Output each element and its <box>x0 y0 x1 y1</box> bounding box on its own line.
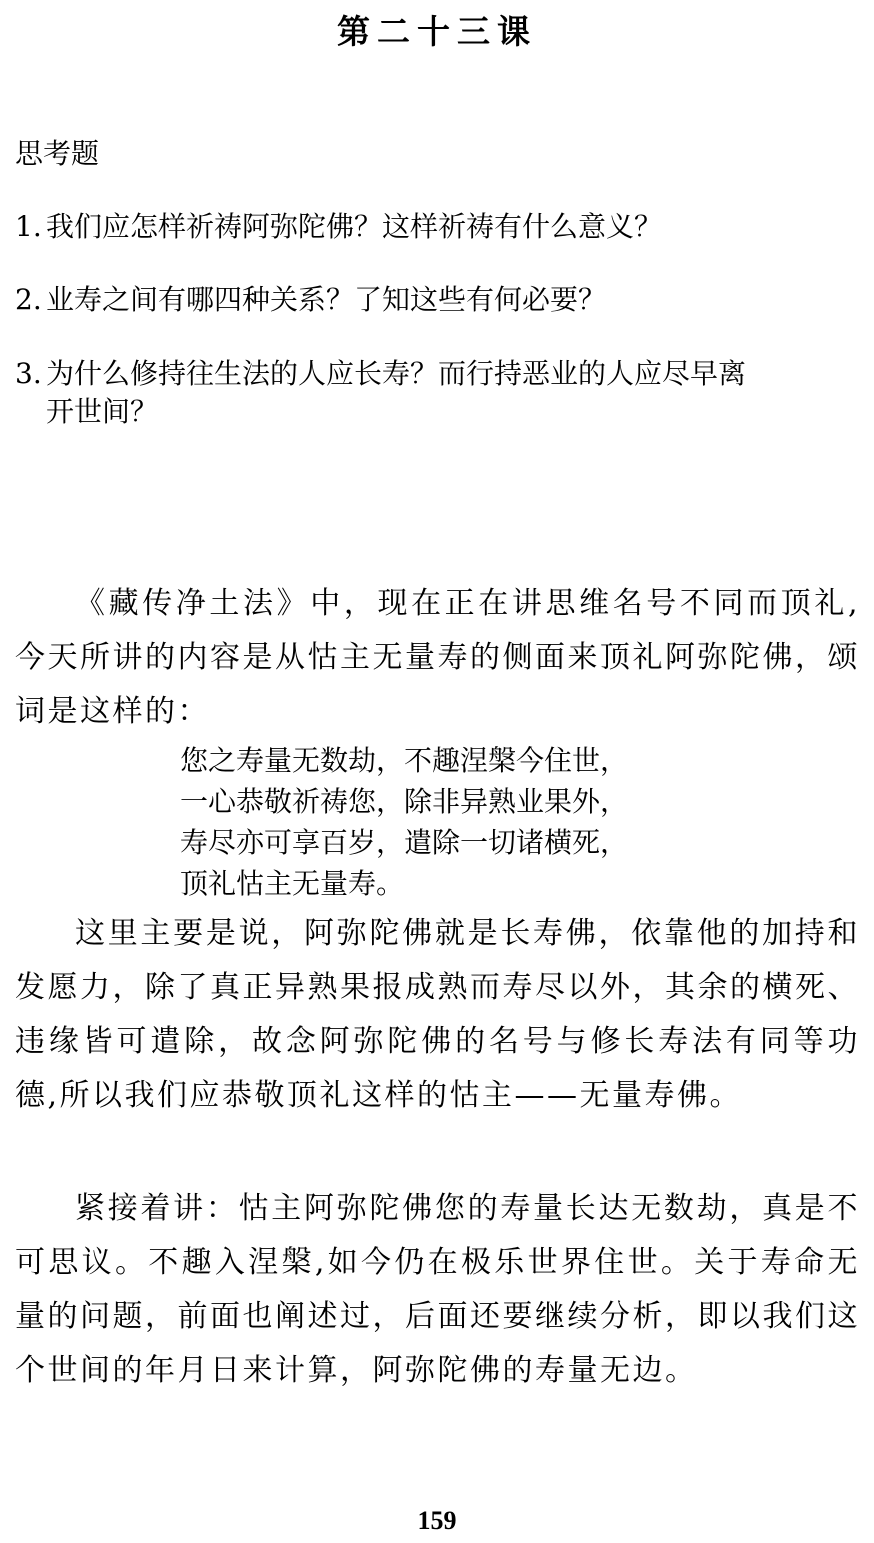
question-text: 为什么修持往生法的人应长寿？而行持恶业的人应尽早离 <box>46 357 747 390</box>
verse-line: 一心恭敬祈祷您，除非异熟业果外， <box>180 785 629 818</box>
question-number: 3. <box>15 357 42 390</box>
question-text: 业寿之间有哪四种关系？了知这些有何必要？ <box>46 283 607 316</box>
question-item-1 <box>15 208 860 246</box>
verse-line: 您之寿量无数劫，不趣涅槃今住世， <box>180 744 629 777</box>
lesson-title: 第二十三课 <box>337 12 537 51</box>
question-number: 1. <box>15 210 42 243</box>
questions-heading: 思考题 <box>15 137 100 170</box>
question-item-3 <box>15 355 860 431</box>
question-number: 2. <box>15 283 42 316</box>
verse-block <box>180 740 628 904</box>
body-paragraph-1: 《藏传净土法》中，现在正在讲思维名号不同而顶礼,今天所讲的内容是从怙主无量寿的侧面来顶礼阿弥陀佛，颂词是这样的： <box>15 586 860 729</box>
page-number: 159 <box>417 1506 457 1535</box>
verse-line: 顶礼怙主无量寿。 <box>180 867 405 900</box>
verse-line: 寿尽亦可享百岁，遣除一切诸横死， <box>180 826 629 859</box>
body-paragraph-3: 紧接着讲：怙主阿弥陀佛您的寿量长达无数劫，真是不可思议。不趣入涅槃,如今仍在极乐世界住世。关于寿命无量的问题，前面也阐述过，后面还要继续分析，即以我们这个世间的年月日来计算，阿弥陀佛的寿量无边。 <box>15 1191 860 1388</box>
question-text-continued: 开世间？ <box>46 395 159 428</box>
body-paragraph-2: 这里主要是说，阿弥陀佛就是长寿佛，依靠他的加持和发愿力，除了真正异熟果报成熟而寿尽以外，其余的横死、违缘皆可遣除，故念阿弥陀佛的名号与修长寿法有同等功德,所以我们应恭敬顶礼这样的怙主——无量寿佛。 <box>15 916 860 1113</box>
question-text: 我们应怎样祈祷阿弥陀佛？这样祈祷有什么意义？ <box>46 210 663 243</box>
question-item-2 <box>15 281 860 319</box>
